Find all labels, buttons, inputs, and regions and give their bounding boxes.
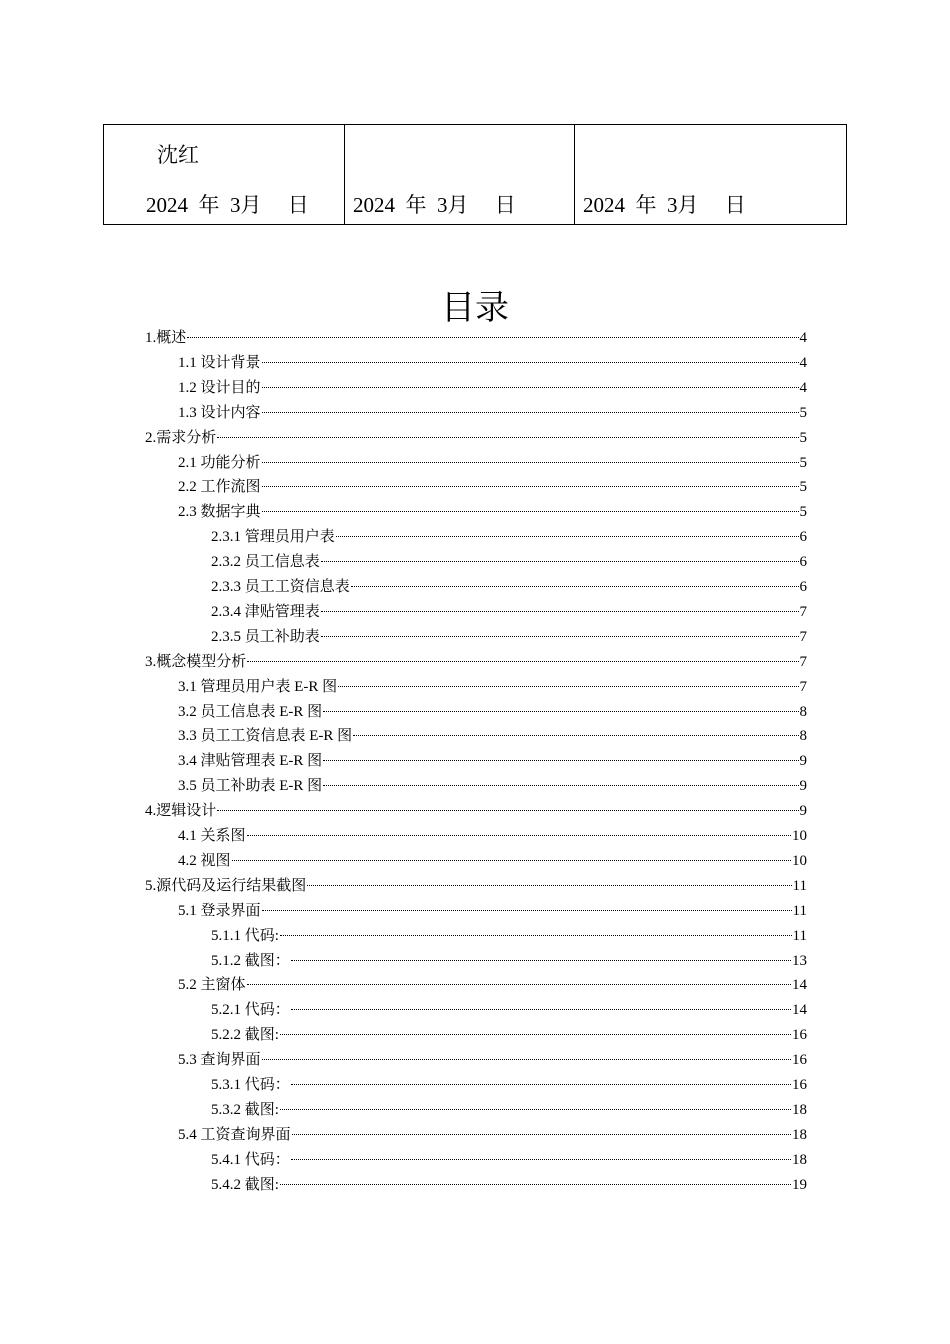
toc-entry-label: 1.3 设计内容: [178, 404, 261, 421]
toc-leader-dots: [338, 686, 798, 687]
toc-entry[interactable]: [211, 600, 807, 624]
toc-leader-dots: [262, 412, 799, 413]
toc-entry-label: 1.概述: [145, 330, 187, 346]
signature-cell-2: [345, 125, 575, 225]
toc-entry-label: 5.4 工资查询界面: [178, 1126, 291, 1143]
toc-entry-label: 5.3 查询界面: [178, 1052, 261, 1069]
toc-leader-dots: [321, 611, 799, 612]
toc-leader-dots: [307, 885, 791, 886]
toc-entry-label: 5.3.2 截图:: [211, 1101, 279, 1118]
toc-entry-label: 5.1.2 截图：: [211, 952, 290, 969]
toc-leader-dots: [321, 561, 799, 562]
toc-entry-page: 9: [799, 753, 807, 770]
toc-entry[interactable]: [178, 451, 807, 475]
toc-entry[interactable]: [145, 650, 807, 674]
toc-entry-page: 5: [799, 404, 807, 421]
toc-entry-label: 4.1 关系图: [178, 828, 246, 844]
toc-entry[interactable]: [178, 401, 807, 425]
toc-leader-dots: [217, 810, 798, 811]
toc-entry-label: 5.1.1 代码:: [211, 927, 279, 944]
toc-entry-label: 2.3.5 员工补助表: [211, 628, 320, 645]
toc-leader-dots: [353, 735, 798, 736]
toc-entry[interactable]: [211, 1173, 807, 1197]
toc-entry-page: 5: [799, 429, 807, 446]
toc-entry[interactable]: [211, 998, 807, 1022]
toc-entry-label: 2.3.2 员工信息表: [211, 554, 320, 571]
toc-leader-dots: [247, 984, 791, 985]
toc-leader-dots: [262, 1059, 791, 1060]
toc-entry[interactable]: [178, 1123, 807, 1147]
toc-entry[interactable]: [145, 874, 807, 898]
toc-entry-label: 3.概念模型分析: [145, 653, 247, 670]
signature-cell-3: [575, 125, 847, 225]
toc-leader-dots: [291, 1009, 791, 1010]
toc-leader-dots: [291, 1159, 791, 1160]
toc-leader-dots: [247, 835, 791, 836]
toc-entry[interactable]: [145, 799, 807, 823]
toc-entry[interactable]: [211, 625, 807, 649]
toc-leader-dots: [187, 337, 798, 338]
toc-leader-dots: [321, 636, 799, 637]
toc-leader-dots: [292, 1134, 791, 1135]
signature-cell-1: [104, 125, 345, 225]
toc-entry[interactable]: [178, 675, 807, 699]
toc-entry[interactable]: [178, 973, 807, 997]
toc-leader-dots: [351, 586, 799, 587]
toc-entry-label: 3.5 员工补助表 E-R 图: [178, 778, 323, 795]
toc-leader-dots: [262, 462, 799, 463]
toc-entry-page: 4: [799, 354, 807, 371]
toc-leader-dots: [280, 1184, 791, 1185]
toc-entry-page: 16: [792, 1077, 807, 1093]
toc-entry[interactable]: [145, 326, 807, 350]
toc-entry[interactable]: [178, 1048, 807, 1072]
toc-entry-page: 7: [799, 678, 807, 695]
toc-leader-dots: [323, 785, 798, 786]
toc-leader-dots: [232, 860, 791, 861]
toc-entry-page: 7: [799, 603, 807, 620]
toc-entry-page: 19: [792, 1176, 807, 1193]
toc-leader-dots: [247, 661, 798, 662]
toc-entry[interactable]: [178, 774, 807, 798]
toc-entry-label: 5.2.2 截图:: [211, 1027, 279, 1044]
toc-leader-dots: [262, 387, 799, 388]
toc-entry-page: 8: [799, 703, 807, 720]
toc-entry-label: 5.2.1 代码：: [211, 1002, 290, 1019]
toc-entry-page: 14: [792, 1002, 807, 1019]
toc-leader-dots: [323, 711, 798, 712]
toc-entry[interactable]: [211, 550, 807, 574]
toc-entry[interactable]: [178, 475, 807, 499]
toc-entry-page: 18: [792, 1126, 807, 1143]
toc-entry-page: 8: [799, 728, 807, 745]
toc-entry-page: 7: [799, 628, 807, 645]
toc-title: 目录: [441, 288, 509, 328]
toc-leader-dots: [291, 1084, 791, 1085]
signature-table: [103, 124, 847, 225]
toc-entry-label: 3.3 员工工资信息表 E-R 图: [178, 728, 353, 745]
toc-entry-page: 9: [799, 778, 807, 795]
toc-entry[interactable]: [178, 700, 807, 724]
toc-entry-label: 2.需求分析: [145, 429, 217, 446]
toc-entry-page: 10: [792, 852, 807, 869]
toc-entry[interactable]: [211, 1148, 807, 1172]
toc-entry-label: 4.2 视图: [178, 852, 231, 869]
toc-entry[interactable]: [178, 351, 807, 375]
toc-entry-page: 7: [799, 653, 807, 670]
toc-leader-dots: [262, 486, 799, 487]
date-3: 2024 年 3月 日: [583, 193, 746, 217]
toc-entry-label: 2.3.3 员工工资信息表: [211, 579, 350, 595]
toc-entry-label: 2.3 数据字典: [178, 504, 261, 521]
toc-entry-page: 5: [799, 504, 807, 521]
toc-entry-label: 2.2 工作流图: [178, 479, 261, 496]
toc-entry[interactable]: [178, 899, 807, 923]
toc-entry[interactable]: [145, 426, 807, 450]
toc-leader-dots: [280, 935, 792, 936]
toc-entry-page: 11: [792, 927, 807, 944]
toc-entry[interactable]: [211, 1098, 807, 1122]
toc-entry[interactable]: [178, 849, 807, 873]
toc-leader-dots: [291, 960, 791, 961]
toc-entry[interactable]: [211, 949, 807, 973]
toc-leader-dots: [280, 1109, 791, 1110]
toc-leader-dots: [280, 1034, 791, 1035]
toc-entry-label: 5.4.1 代码：: [211, 1151, 290, 1168]
toc-entry-label: 2.3.1 管理员用户表: [211, 529, 335, 546]
toc-leader-dots: [336, 536, 799, 537]
toc-entry-page: 4: [799, 330, 807, 346]
toc-entry[interactable]: [178, 749, 807, 773]
toc-leader-dots: [262, 910, 792, 911]
toc-entry-page: 6: [799, 554, 807, 571]
signer-name: 沈红: [157, 143, 199, 167]
toc-entry-page: 6: [799, 529, 807, 546]
toc-entry-page: 13: [792, 952, 807, 969]
date-1: 2024 年 3月 日: [146, 193, 309, 217]
toc-entry-label: 5.3.1 代码：: [211, 1077, 290, 1093]
toc-entry-label: 5.2 主窗体: [178, 977, 246, 994]
toc-entry-label: 3.2 员工信息表 E-R 图: [178, 703, 323, 720]
toc-entry[interactable]: [178, 376, 807, 400]
toc-entry-label: 5.源代码及运行结果截图: [145, 877, 307, 894]
toc-entry-label: 2.1 功能分析: [178, 454, 261, 471]
toc-entry-label: 5.4.2 截图:: [211, 1176, 279, 1193]
toc-entry-label: 1.1 设计背景: [178, 354, 261, 371]
toc-entry-label: 4.逻辑设计: [145, 803, 217, 820]
toc-entry-page: 16: [792, 1052, 807, 1069]
toc-entry-page: 11: [792, 877, 807, 894]
toc-entry-page: 18: [792, 1151, 807, 1168]
toc-entry-label: 3.1 管理员用户表 E-R 图: [178, 678, 338, 695]
toc-entry-page: 16: [792, 1027, 807, 1044]
toc-entry[interactable]: [211, 525, 807, 549]
toc-entry[interactable]: [211, 1023, 807, 1047]
toc-entry[interactable]: [178, 824, 807, 848]
toc-leader-dots: [262, 362, 799, 363]
toc-entry-page: 5: [799, 479, 807, 496]
toc-entry[interactable]: [211, 1073, 807, 1097]
toc-entry[interactable]: [178, 724, 807, 748]
toc-entry-page: 5: [799, 454, 807, 471]
toc-entry[interactable]: [211, 575, 807, 599]
toc-entry-label: 5.1 登录界面: [178, 902, 261, 919]
toc-entry-page: 11: [792, 902, 807, 919]
date-2: 2024 年 3月 日: [353, 193, 516, 217]
toc-entry-label: 1.2 设计目的: [178, 379, 261, 396]
toc-entry-page: 10: [792, 828, 807, 844]
toc-entry-page: 18: [792, 1101, 807, 1118]
toc-entry[interactable]: [178, 500, 807, 524]
toc-entry-page: 4: [799, 379, 807, 396]
toc-entry-label: 3.4 津贴管理表 E-R 图: [178, 753, 323, 770]
toc-entry-label: 2.3.4 津贴管理表: [211, 603, 320, 620]
toc-entry-page: 6: [799, 579, 807, 595]
toc-entry-page: 14: [792, 977, 807, 994]
toc-entry[interactable]: [211, 924, 807, 948]
toc-entry-page: 9: [799, 803, 807, 820]
toc-leader-dots: [262, 511, 799, 512]
toc-leader-dots: [217, 437, 798, 438]
toc-leader-dots: [323, 760, 798, 761]
